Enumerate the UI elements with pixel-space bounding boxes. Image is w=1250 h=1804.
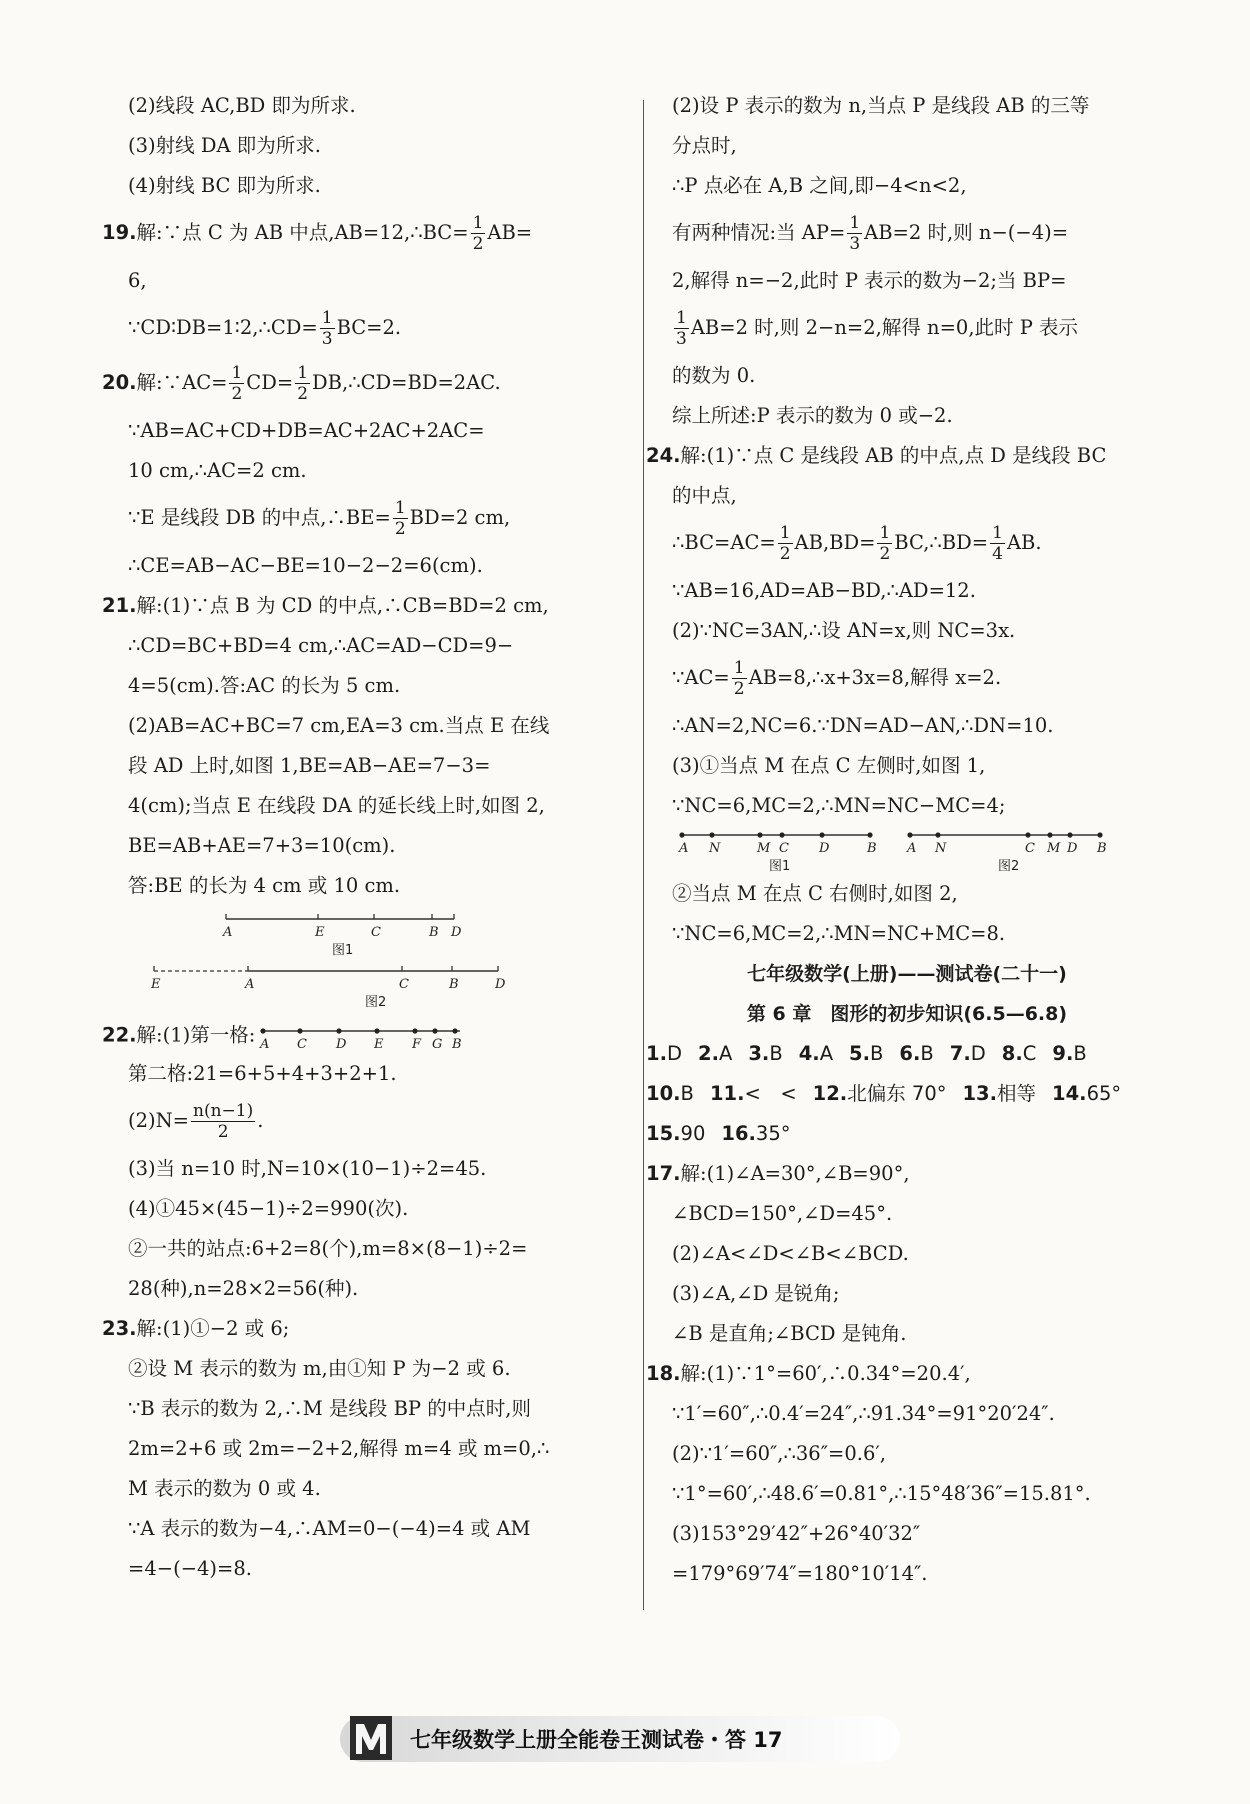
left-column (102, 93, 628, 1596)
line-text: 2,解得 n=−2,此时 P 表示的数为−2;当 BP= (672, 269, 1067, 292)
point-marker (1025, 832, 1030, 837)
numerator: 1 (472, 213, 484, 233)
text-line (128, 268, 628, 294)
fraction (229, 363, 244, 404)
line-text: =179°69′74″=180°10′14″. (672, 1562, 928, 1585)
point-label: A (245, 977, 255, 992)
text-line (646, 443, 1142, 469)
section-subtitle (672, 1001, 1142, 1027)
line-text: 解:(1)∵1°=60′,∴0.34°=20.4′, (680, 1362, 971, 1385)
text-line (672, 1241, 1142, 1267)
point-label: D (1067, 841, 1078, 856)
numerator: 1 (321, 308, 333, 328)
question-number: 22. (102, 1023, 137, 1047)
line-text: 分点时, (672, 134, 737, 157)
text-line (128, 308, 628, 349)
text-line (672, 658, 1142, 699)
publisher-logo-icon (346, 1712, 396, 1766)
text-line (128, 133, 628, 159)
answer-number: 1. (646, 1042, 667, 1065)
text-line (128, 553, 628, 579)
line-text: 综上所述:P 表示的数为 0 或−2. (672, 404, 953, 427)
point-label: A (907, 841, 917, 856)
answer-number: 10. (646, 1082, 681, 1105)
section-title-text: 七年级数学(上册)——测试卷(二十一) (747, 963, 1067, 985)
text-line (672, 308, 1142, 349)
line-text: 解:(1)①−2 或 6; (136, 1317, 290, 1340)
line-text: ∵A 表示的数为−4,∴AM=0−(−4)=4 或 AM (128, 1517, 531, 1540)
answer-number: 9. (1052, 1042, 1074, 1065)
answer-value: B (769, 1042, 783, 1065)
line-text: ∴BC=AC= (672, 531, 776, 554)
point-label: M (757, 841, 771, 856)
text-line (128, 633, 628, 659)
text-line (672, 1441, 1142, 1467)
point-label: D (819, 841, 830, 856)
text-line (128, 793, 628, 819)
line-text: ∵CD∶DB=1∶2,∴CD= (128, 316, 318, 339)
point-label: E (315, 925, 325, 940)
point-label: A (679, 841, 689, 856)
line-text: (2)∵1′=60″,∴36″=0.6′, (672, 1442, 886, 1465)
fraction (295, 363, 310, 404)
line-text: (2)N= (128, 1109, 190, 1132)
figure-caption: 图2 (365, 995, 387, 1010)
section-title (672, 961, 1142, 987)
text-line (672, 793, 1142, 819)
text-line (102, 593, 628, 619)
text-line (128, 1061, 628, 1087)
line-text: (2)∠A<∠D<∠B<∠BCD. (672, 1242, 909, 1265)
text-line (672, 133, 1142, 159)
point-marker (337, 1028, 342, 1033)
line-text: 解:(1)∵点 C 是线段 AB 的中点,点 D 是线段 BC (680, 444, 1107, 467)
text-line (128, 418, 628, 444)
line-text: AB,BD= (794, 531, 876, 554)
point-marker (453, 1028, 458, 1033)
line-text: ∵E 是线段 DB 的中点,∴BE= (128, 506, 391, 529)
point-label: B (449, 977, 459, 992)
answer-number: 11. (709, 1082, 745, 1105)
fraction (847, 213, 862, 254)
fraction (732, 658, 747, 699)
point-label: E (151, 977, 161, 992)
line-text: ②当点 M 在点 C 右侧时,如图 2, (672, 882, 958, 905)
answer-number: 8. (1001, 1042, 1023, 1065)
segment-figure (255, 1019, 465, 1053)
line-text: 解:(1)∠A=30°,∠B=90°, (680, 1162, 910, 1185)
line-text: ∴P 点必在 A,B 之间,即−4<n<2, (672, 174, 967, 197)
line-text: AB. (1006, 531, 1042, 554)
point-label: N (935, 841, 947, 856)
text-line (672, 483, 1142, 509)
line-text: (3)当 n=10 时,N=10×(10−1)÷2=45. (128, 1157, 487, 1180)
line-text: (3)153°29′42″+26°40′32″ (672, 1522, 921, 1545)
answer-value: A (819, 1042, 834, 1065)
point-label: M (1047, 841, 1061, 856)
text-line (128, 713, 628, 739)
point-marker (935, 832, 940, 837)
line-text: ②一共的站点:6+2=8(个),m=8×(8−1)÷2= (128, 1237, 528, 1260)
text-line (672, 1201, 1142, 1227)
answer-value: 35° (755, 1122, 791, 1145)
point-label: F (412, 1037, 422, 1052)
text-line (646, 1361, 1142, 1387)
answer-number: 12. (812, 1082, 848, 1105)
question-number: 20. (102, 371, 137, 394)
line-text: ∠B 是直角;∠BCD 是钝角. (672, 1322, 907, 1345)
point-label: G (432, 1037, 443, 1052)
line-text: (2)AB=AC+BC=7 cm,EA=3 cm.当点 E 在线 (128, 714, 550, 737)
question-number: 18. (646, 1362, 681, 1385)
line-text: (2)∵NC=3AN,∴设 AN=x,则 NC=3x. (672, 619, 1016, 642)
text-line (672, 403, 1142, 429)
denominator: 3 (321, 329, 333, 349)
text-line (672, 523, 1142, 564)
denominator: 2 (297, 384, 309, 404)
numerator: 1 (297, 363, 309, 383)
point-label: C (1025, 841, 1035, 856)
text-line (128, 833, 628, 859)
text-line (672, 1281, 1142, 1307)
point-marker (1097, 832, 1102, 837)
text-line (102, 213, 628, 254)
segment-figure (672, 823, 882, 875)
line-text: 2m=2+6 或 2m=−2+2,解得 m=4 或 m=0,∴ (128, 1437, 550, 1460)
line-text: ∠BCD=150°,∠D=45°. (672, 1202, 893, 1225)
line-text: ∵NC=6,MC=2,∴MN=NC+MC=8. (672, 922, 1006, 945)
text-line (672, 268, 1142, 294)
line-text: M 表示的数为 0 或 4. (128, 1477, 321, 1500)
denominator: 2 (779, 544, 791, 564)
denominator: 2 (733, 679, 745, 699)
numerator: 1 (849, 213, 861, 233)
question-number: 23. (102, 1317, 137, 1340)
fraction (877, 523, 892, 564)
point-marker (1047, 832, 1052, 837)
text-line (102, 363, 628, 404)
figure-group (672, 823, 1142, 875)
answer-number: 5. (849, 1042, 871, 1065)
numerator: 1 (231, 363, 243, 383)
line-text: ∵AB=AC+CD+DB=AC+2AC+2AC= (128, 419, 485, 442)
answer-value: B (680, 1082, 694, 1105)
figure-caption: 图1 (332, 943, 354, 958)
answer-value: B (870, 1042, 884, 1065)
answer-number: 16. (721, 1122, 756, 1145)
answer-value: 相等 (997, 1082, 1037, 1105)
line-text: ∵1′=60″,∴0.4′=24″,∴91.34°=91°20′24″. (672, 1402, 1055, 1425)
text-line (128, 753, 628, 779)
text-line (128, 1436, 628, 1462)
text-line (128, 1276, 628, 1302)
numerator: 1 (992, 523, 1003, 543)
denominator: 2 (879, 544, 891, 564)
point-marker (413, 1028, 418, 1033)
figure-caption: 图1 (769, 859, 791, 874)
fraction (990, 523, 1005, 564)
point-label: D (451, 925, 462, 940)
line-text: 解:∵点 C 为 AB 中点,AB=12,∴BC= (136, 221, 469, 244)
figure-group (128, 907, 628, 1011)
point-marker (709, 832, 714, 837)
numerator: 1 (394, 498, 406, 518)
line-text: DB,∴CD=BD=2AC. (312, 371, 501, 394)
denominator: 2 (472, 234, 484, 254)
line-text: AB=2 时,则 n−(−4)= (864, 221, 1069, 244)
text-line (672, 1401, 1142, 1427)
line-text: BC,∴BD= (894, 531, 989, 554)
footer-title: 七年级数学上册全能卷王测试卷・答 17 (410, 1728, 783, 1752)
numerator: 1 (879, 523, 891, 543)
line-text: AB=8,∴x+3x=8,解得 x=2. (748, 666, 1002, 689)
text-line (102, 1019, 628, 1053)
text-line (128, 458, 628, 484)
fraction (393, 498, 408, 539)
answer-row (646, 1121, 1142, 1147)
denominator: 2 (231, 384, 243, 404)
point-label: A (223, 925, 233, 940)
denominator: 4 (992, 544, 1003, 564)
text-line (672, 173, 1142, 199)
point-label: N (709, 841, 721, 856)
line-text: =4−(−4)=8. (128, 1557, 252, 1580)
point-label: E (374, 1037, 384, 1052)
point-label: C (297, 1037, 308, 1052)
answer-value: < < (744, 1082, 797, 1105)
text-line (128, 1516, 628, 1542)
numerator: 1 (733, 658, 745, 678)
text-line (128, 673, 628, 699)
line-text: (2)线段 AC,BD 即为所求. (128, 94, 356, 117)
text-line (672, 1561, 1142, 1587)
line-text: AB= (487, 221, 533, 244)
line-text: 10 cm,∴AC=2 cm. (128, 459, 307, 482)
line-text: 4(cm);当点 E 在线段 DA 的延长线上时,如图 2, (128, 794, 545, 817)
line-text: 的中点, (672, 484, 737, 507)
line-text: ②设 M 表示的数为 m,由①知 P 为−2 或 6. (128, 1357, 511, 1380)
answer-value: B (1073, 1042, 1087, 1065)
answer-number: 13. (962, 1082, 998, 1105)
text-line (128, 498, 628, 539)
text-line (102, 1316, 628, 1342)
line-text: 答:BE 的长为 4 cm 或 10 cm. (128, 874, 401, 897)
question-number: 19. (102, 221, 137, 244)
text-line (128, 1356, 628, 1382)
point-label: B (867, 841, 877, 856)
text-line (672, 921, 1142, 947)
point-marker (819, 832, 824, 837)
line-text: ∴AN=2,NC=6.∵DN=AD−AN,∴DN=10. (672, 714, 1054, 737)
line-text: ∵AB=16,AD=AB−BD,∴AD=12. (672, 579, 976, 602)
fraction (674, 308, 689, 349)
text-line (128, 1156, 628, 1182)
text-line (672, 363, 1142, 389)
line-text: 28(种),n=28×2=56(种). (128, 1277, 359, 1300)
point-label: D (495, 977, 506, 992)
text-line (128, 1196, 628, 1222)
numerator: 1 (676, 308, 687, 328)
point-label: B (1097, 841, 1107, 856)
figure-caption: 图2 (998, 859, 1020, 874)
text-line (672, 93, 1142, 119)
point-label: C (779, 841, 789, 856)
point-marker (1067, 832, 1072, 837)
line-text: 6, (128, 269, 147, 292)
line-text: (4)①45×(45−1)÷2=990(次). (128, 1197, 409, 1220)
answer-value: B (920, 1042, 934, 1065)
text-line (128, 1236, 628, 1262)
numerator: 1 (779, 523, 791, 543)
answer-number: 4. (798, 1042, 820, 1065)
text-line (672, 618, 1142, 644)
line-text: ∵NC=6,MC=2,∴MN=NC−MC=4; (672, 794, 1006, 817)
text-line (128, 93, 628, 119)
line-text: 第二格:21=6+5+4+3+2+1. (128, 1062, 397, 1085)
segment-figure (902, 823, 1112, 875)
denominator: 3 (849, 234, 861, 254)
text-line (128, 1556, 628, 1582)
text-line (672, 213, 1142, 254)
line-text: BC=2. (336, 316, 402, 339)
text-line (672, 1481, 1142, 1507)
segment-figure (128, 907, 468, 959)
point-label: B (452, 1037, 462, 1052)
line-text: (4)射线 BC 即为所求. (128, 174, 321, 197)
text-line (128, 1101, 628, 1142)
line-text: ∵AC= (672, 666, 730, 689)
answer-number: 2. (698, 1042, 719, 1065)
question-number: 24. (646, 444, 681, 467)
numerator: n(n−1) (193, 1101, 254, 1121)
line-text: ∵1°=60′,∴48.6′=0.81°,∴15°48′36″=15.81°. (672, 1482, 1091, 1505)
question-number: 21. (102, 594, 137, 617)
column-divider (643, 100, 644, 1610)
point-label: D (336, 1037, 347, 1052)
line-text: (2)设 P 表示的数为 n,当点 P 是线段 AB 的三等 (672, 94, 1090, 117)
line-text: (3)射线 DA 即为所求. (128, 134, 321, 157)
point-marker (867, 832, 872, 837)
answer-value: D (970, 1042, 986, 1065)
line-text: 段 AD 上时,如图 1,BE=AB−AE=7−3= (128, 754, 491, 777)
denominator: 3 (676, 329, 687, 349)
answer-row (646, 1081, 1142, 1107)
right-column (646, 93, 1142, 1601)
denominator: 2 (217, 1122, 229, 1142)
text-line (672, 1521, 1142, 1547)
fraction (320, 308, 335, 349)
point-marker (779, 832, 784, 837)
answer-value: 65° (1086, 1082, 1122, 1105)
text-line (128, 1396, 628, 1422)
answer-number: 3. (748, 1042, 770, 1065)
line-text: 解:(1)∵点 B 为 CD 的中点,∴CB=BD=2 cm, (136, 594, 549, 617)
answer-row (646, 1041, 1142, 1067)
question-number: 17. (646, 1162, 681, 1185)
point-label: C (399, 977, 409, 992)
fraction (471, 213, 486, 254)
point-marker (679, 832, 684, 837)
point-label: C (371, 925, 381, 940)
line-text: 解:∵AC= (136, 371, 228, 394)
fraction (191, 1101, 255, 1142)
answer-number: 6. (899, 1042, 921, 1065)
point-marker (298, 1028, 303, 1033)
line-text: AB=2 时,则 2−n=2,解得 n=0,此时 P 表示 (690, 316, 1079, 339)
text-line (646, 1161, 1142, 1187)
answer-value: 北偏东 70° (847, 1082, 947, 1105)
line-text: ∴CE=AB−AC−BE=10−2−2=6(cm). (128, 554, 483, 577)
line-text: 4=5(cm).答:AC 的长为 5 cm. (128, 674, 401, 697)
text-line (128, 173, 628, 199)
segment-figure (128, 959, 508, 1011)
text-line (672, 713, 1142, 739)
line-text: BE=AB+AE=7+3=10(cm). (128, 834, 396, 857)
point-marker (375, 1028, 380, 1033)
text-line (128, 873, 628, 899)
point-marker (757, 832, 762, 837)
answer-number: 14. (1052, 1082, 1087, 1105)
page-footer (340, 1710, 900, 1768)
point-label: A (260, 1037, 270, 1052)
answer-value: A (718, 1042, 733, 1065)
point-marker (907, 832, 912, 837)
answer-number: 15. (646, 1122, 681, 1145)
fraction (778, 523, 793, 564)
answer-value: 90 (680, 1122, 706, 1145)
line-text: BD=2 cm, (409, 506, 511, 529)
point-marker (261, 1028, 266, 1033)
answer-value: D (666, 1042, 682, 1065)
line-text: 的数为 0. (672, 364, 756, 387)
line-text: CD= (246, 371, 294, 394)
answer-value: C (1022, 1042, 1037, 1065)
text-line (672, 881, 1142, 907)
section-subtitle-text: 第 6 章 图形的初步知识(6.5—6.8) (746, 1003, 1068, 1025)
point-label: B (429, 925, 439, 940)
text-line (672, 578, 1142, 604)
line-text: (3)①当点 M 在点 C 左侧时,如图 1, (672, 754, 986, 777)
text-line (672, 1321, 1142, 1347)
line-text: (3)∠A,∠D 是锐角; (672, 1282, 840, 1305)
text-line (672, 753, 1142, 779)
line-text: ∵B 表示的数为 2,∴M 是线段 BP 的中点时,则 (128, 1397, 531, 1420)
line-text: 解:(1)第一格: (136, 1023, 256, 1047)
text-line (128, 1476, 628, 1502)
line-text: 有两种情况:当 AP= (672, 221, 846, 244)
denominator: 2 (394, 519, 406, 539)
line-text: ∴CD=BC+BD=4 cm,∴AC=AD−CD=9− (128, 634, 514, 657)
answer-number: 7. (949, 1042, 971, 1065)
point-marker (433, 1028, 438, 1033)
line-text: . (257, 1109, 264, 1132)
